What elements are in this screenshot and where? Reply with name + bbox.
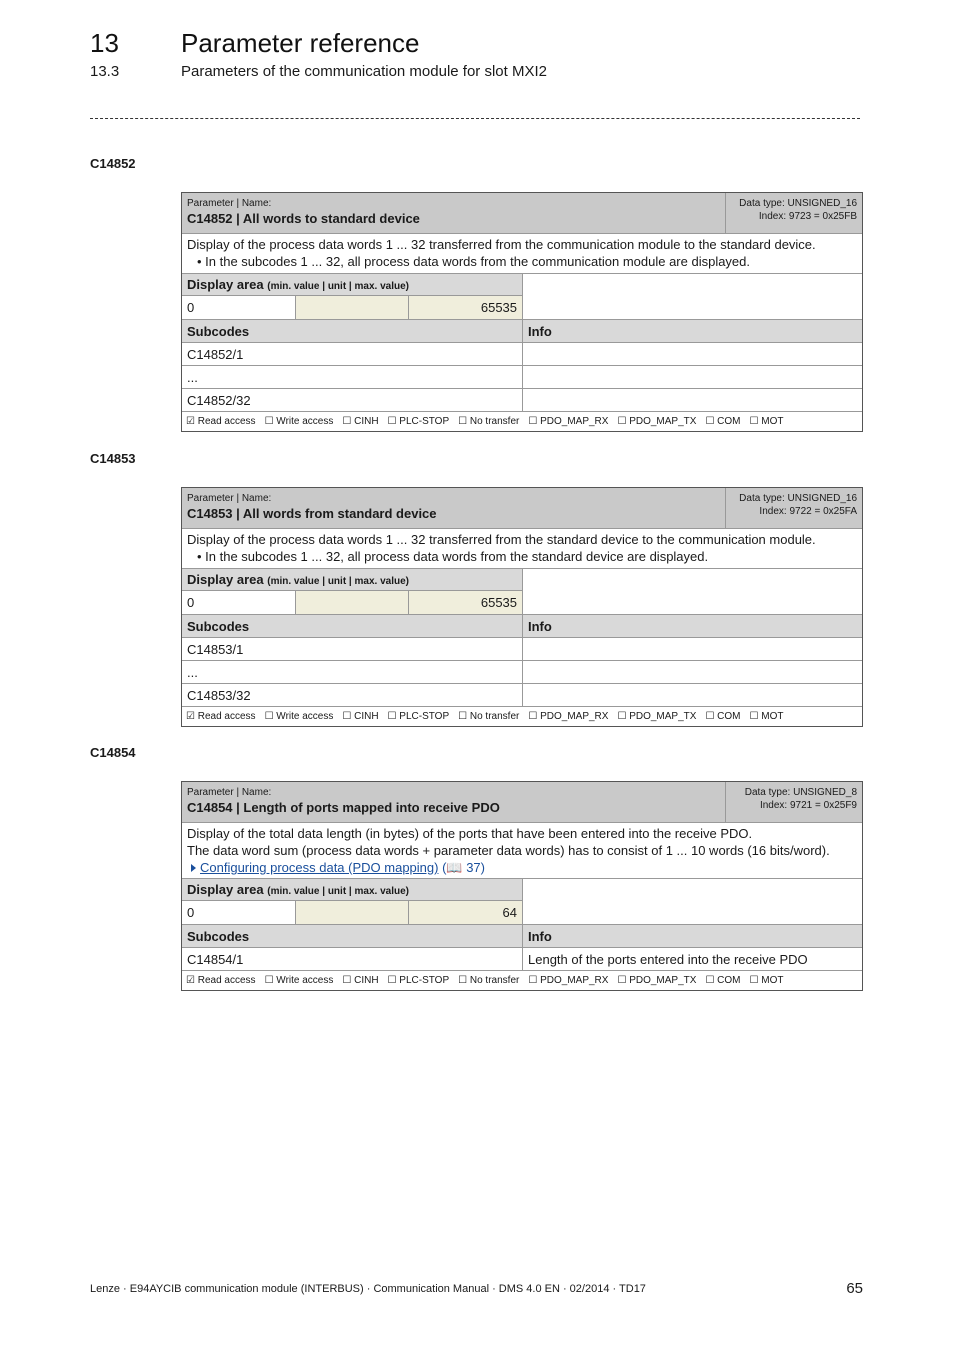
data-type: Data type: UNSIGNED_16 xyxy=(739,493,857,504)
parameter-table-c14852 xyxy=(181,192,863,432)
index: Index: 9721 = 0x25F9 xyxy=(759,800,857,811)
subcode: C14853/1 xyxy=(182,638,523,660)
page-reference[interactable]: (📖 37) xyxy=(442,860,485,875)
access-plc-stop: ☐ PLC-STOP xyxy=(387,975,450,986)
section-title: Parameters of the communication module for slot MXI2 xyxy=(181,63,547,80)
table-header xyxy=(182,193,862,233)
access-write: ☐ Write access xyxy=(264,975,334,986)
section-number: 13.3 xyxy=(90,63,120,80)
access-write: ☐ Write access xyxy=(264,711,334,722)
display-area-hint: (min. value | unit | max. value) xyxy=(267,281,409,292)
description xyxy=(182,822,862,878)
max-value: 65535 xyxy=(409,296,522,319)
access-com: ☐ COM xyxy=(705,975,741,986)
display-area-label: Display area xyxy=(187,277,264,292)
description-text: Display of the process data words 1 ... 32 transferred from the standard device to the communication module. xyxy=(187,532,816,547)
table-header xyxy=(182,782,862,822)
table-row xyxy=(182,365,862,388)
unit-value xyxy=(296,901,410,924)
arrow-right-icon xyxy=(191,864,196,872)
description-text: Display of the total data length (in bytes) of the ports that have been entered into the receive PDO. xyxy=(187,826,753,841)
section-label-c14854: C14854 xyxy=(90,745,136,760)
subcodes-header xyxy=(182,924,862,947)
pdo-mapping-link[interactable]: Configuring process data (PDO mapping) xyxy=(200,860,439,875)
param-caption: Parameter | Name: xyxy=(187,198,272,209)
max-value: 65535 xyxy=(409,591,522,614)
info-label: Info xyxy=(528,619,552,634)
subcode: C14852/32 xyxy=(182,389,523,411)
subcode: C14854/1 xyxy=(182,948,523,970)
index: Index: 9723 = 0x25FB xyxy=(758,211,857,222)
access-flags xyxy=(182,706,862,726)
subcode: ... xyxy=(182,661,523,683)
access-flags xyxy=(182,411,862,431)
access-write: ☐ Write access xyxy=(264,416,334,427)
display-area xyxy=(182,878,862,924)
access-plc-stop: ☐ PLC-STOP xyxy=(387,416,450,427)
display-area-hint: (min. value | unit | max. value) xyxy=(267,576,409,587)
page-number: 65 xyxy=(846,1280,863,1297)
section-label-c14853: C14853 xyxy=(90,451,136,466)
access-pdo-map-tx: ☐ PDO_MAP_TX xyxy=(617,975,697,986)
table-row xyxy=(182,947,862,970)
display-area-label: Display area xyxy=(187,572,264,587)
section-label-c14852: C14852 xyxy=(90,156,136,171)
param-name: C14853 | All words from standard device xyxy=(187,506,437,521)
subcodes-label: Subcodes xyxy=(182,320,523,342)
access-mot: ☐ MOT xyxy=(749,975,784,986)
access-pdo-map-tx: ☐ PDO_MAP_TX xyxy=(617,416,697,427)
data-type: Data type: UNSIGNED_16 xyxy=(739,198,857,209)
subcode-info xyxy=(523,684,862,706)
table-row xyxy=(182,388,862,411)
access-mot: ☐ MOT xyxy=(749,711,784,722)
display-area-label: Display area xyxy=(187,882,264,897)
access-read: ☑ Read access xyxy=(186,416,256,427)
param-caption: Parameter | Name: xyxy=(187,493,272,504)
info-label: Info xyxy=(528,929,552,944)
table-row xyxy=(182,637,862,660)
access-no-transfer: ☐ No transfer xyxy=(458,711,520,722)
description-text: Display of the process data words 1 ... 32 transferred from the communication module to the standard device. xyxy=(187,237,816,252)
min-value: 0 xyxy=(182,591,296,614)
param-caption: Parameter | Name: xyxy=(187,787,272,798)
subcode-info xyxy=(523,638,862,660)
index: Index: 9722 = 0x25FA xyxy=(759,506,857,517)
subcode-info: Length of the ports entered into the receive PDO xyxy=(528,952,808,967)
access-cinh: ☐ CINH xyxy=(342,711,379,722)
access-read: ☑ Read access xyxy=(186,975,256,986)
footer-text: Lenze · E94AYCIB communication module (INTERBUS) · Communication Manual · DMS 4.0 EN · 02/2014 · TD17 xyxy=(90,1283,646,1295)
subcode-info xyxy=(523,366,862,388)
parameter-table-c14854 xyxy=(181,781,863,991)
subcode: C14853/32 xyxy=(182,684,523,706)
subcodes-header xyxy=(182,614,862,637)
table-header xyxy=(182,488,862,528)
display-area xyxy=(182,568,862,614)
cross-reference xyxy=(187,859,857,876)
subcode: C14852/1 xyxy=(182,343,523,365)
min-value: 0 xyxy=(182,296,296,319)
param-name: C14854 | Length of ports mapped into receive PDO xyxy=(187,800,500,815)
description xyxy=(182,233,862,273)
subcode-info xyxy=(523,389,862,411)
access-read: ☑ Read access xyxy=(186,711,256,722)
access-no-transfer: ☐ No transfer xyxy=(458,416,520,427)
max-value: 64 xyxy=(409,901,522,924)
description-bullet: • In the subcodes 1 ... 32, all process data words from the communication module are displayed. xyxy=(197,254,751,269)
access-cinh: ☐ CINH xyxy=(342,975,379,986)
subcodes-header xyxy=(182,319,862,342)
description xyxy=(182,528,862,568)
access-flags xyxy=(182,970,862,990)
access-plc-stop: ☐ PLC-STOP xyxy=(387,711,450,722)
min-value: 0 xyxy=(182,901,296,924)
table-row xyxy=(182,683,862,706)
subcode-info xyxy=(523,661,862,683)
chapter-title: Parameter reference xyxy=(181,28,420,58)
access-com: ☐ COM xyxy=(705,711,741,722)
access-mot: ☐ MOT xyxy=(749,416,784,427)
info-label: Info xyxy=(528,324,552,339)
table-row xyxy=(182,342,862,365)
display-area-hint: (min. value | unit | max. value) xyxy=(267,886,409,897)
chapter-number: 13 xyxy=(90,28,119,58)
unit-value xyxy=(296,591,410,614)
param-name: C14852 | All words to standard device xyxy=(187,211,420,226)
access-pdo-map-rx: ☐ PDO_MAP_RX xyxy=(528,975,609,986)
access-pdo-map-tx: ☐ PDO_MAP_TX xyxy=(617,711,697,722)
subcode: ... xyxy=(182,366,523,388)
subcodes-label: Subcodes xyxy=(182,925,523,947)
table-row xyxy=(182,660,862,683)
access-pdo-map-rx: ☐ PDO_MAP_RX xyxy=(528,711,609,722)
parameter-table-c14853 xyxy=(181,487,863,727)
access-pdo-map-rx: ☐ PDO_MAP_RX xyxy=(528,416,609,427)
subcodes-label: Subcodes xyxy=(182,615,523,637)
header-divider xyxy=(90,118,860,119)
data-type: Data type: UNSIGNED_8 xyxy=(744,787,857,798)
description-bullet: • In the subcodes 1 ... 32, all process data words from the standard device are displayed. xyxy=(197,549,709,564)
subcode-info xyxy=(523,343,862,365)
access-com: ☐ COM xyxy=(705,416,741,427)
description-text-2: The data word sum (process data words + parameter data words) has to consist of 1 ... 10 words (16 bits/word). xyxy=(187,843,830,858)
access-no-transfer: ☐ No transfer xyxy=(458,975,520,986)
access-cinh: ☐ CINH xyxy=(342,416,379,427)
unit-value xyxy=(296,296,410,319)
display-area xyxy=(182,273,862,319)
